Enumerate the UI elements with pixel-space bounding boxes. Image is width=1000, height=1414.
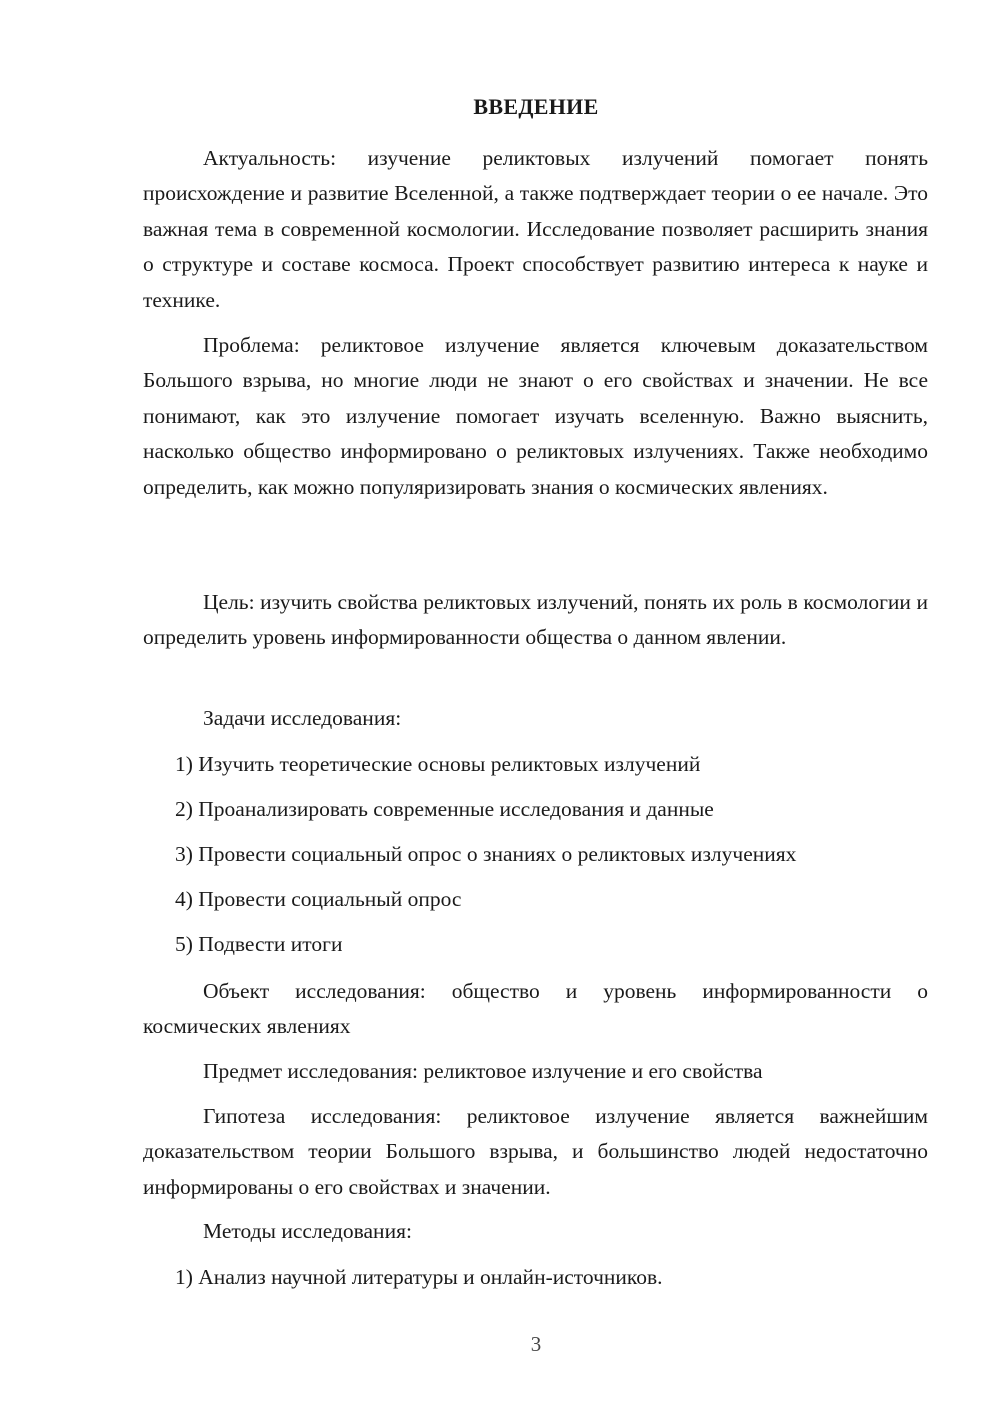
relevance-paragraph: Актуальность: изучение реликтовых излучений помогает понять происхождение и развитие Вселенной, а также подтверждает теории о ее начале. Это важная тема в современной космологии. Исследование позволяет расширить знания о структуре и составе космоса. Проект способствует развитию интереса к науке и технике. — [143, 146, 928, 312]
page-number: 3 — [530, 1332, 542, 1356]
list-item: 5) Подвести итоги — [175, 932, 343, 956]
tasks-heading-section — [143, 701, 928, 736]
object-section — [143, 974, 928, 1045]
methods-heading: Методы исследования: — [203, 1219, 412, 1243]
list-item: 1) Анализ научной литературы и онлайн-источников. — [175, 1265, 663, 1289]
goal-paragraph: Цель: изучить свойства реликтовых излучений, понять их роль в космологии и определить уровень информированности общества о данном явлении. — [143, 590, 928, 650]
subject-paragraph: Предмет исследования: реликтовое излучение и его свойства — [203, 1059, 763, 1083]
object-paragraph: Объект исследования: общество и уровень информированности о космических явлениях — [143, 979, 928, 1039]
methods-list — [143, 1260, 928, 1295]
problem-section — [143, 328, 928, 505]
page-title: ВВЕДЕНИЕ — [473, 94, 599, 119]
subject-section — [143, 1054, 928, 1089]
relevance-section — [143, 141, 928, 318]
list-item: 1) Изучить теоретические основы реликтовых излучений — [175, 752, 701, 776]
list-item: 3) Провести социальный опрос о знаниях о реликтовых излучениях — [175, 842, 797, 866]
list-item: 4) Провести социальный опрос — [175, 887, 462, 911]
hypothesis-paragraph: Гипотеза исследования: реликтовое излучение является важнейшим доказательством теории Большого взрыва, и большинство людей недостаточно информированы о его свойствах и значении. — [143, 1104, 928, 1199]
tasks-list — [143, 747, 928, 962]
methods-heading-section — [143, 1214, 928, 1249]
problem-paragraph: Проблема: реликтовое излучение является ключевым доказательством Большого взрыва, но многие люди не знают о его свойствах и значении. Не все понимают, как это излучение помогает изучать вселенную. Важно выяснить, насколько общество информировано о реликтовых излучениях. Также необходимо определить, как можно популяризировать знания о космических явлениях. — [143, 333, 928, 499]
goal-section — [143, 585, 928, 656]
tasks-heading: Задачи исследования: — [203, 706, 402, 730]
list-item: 2) Проанализировать современные исследования и данные — [175, 797, 714, 821]
hypothesis-section — [143, 1099, 928, 1205]
